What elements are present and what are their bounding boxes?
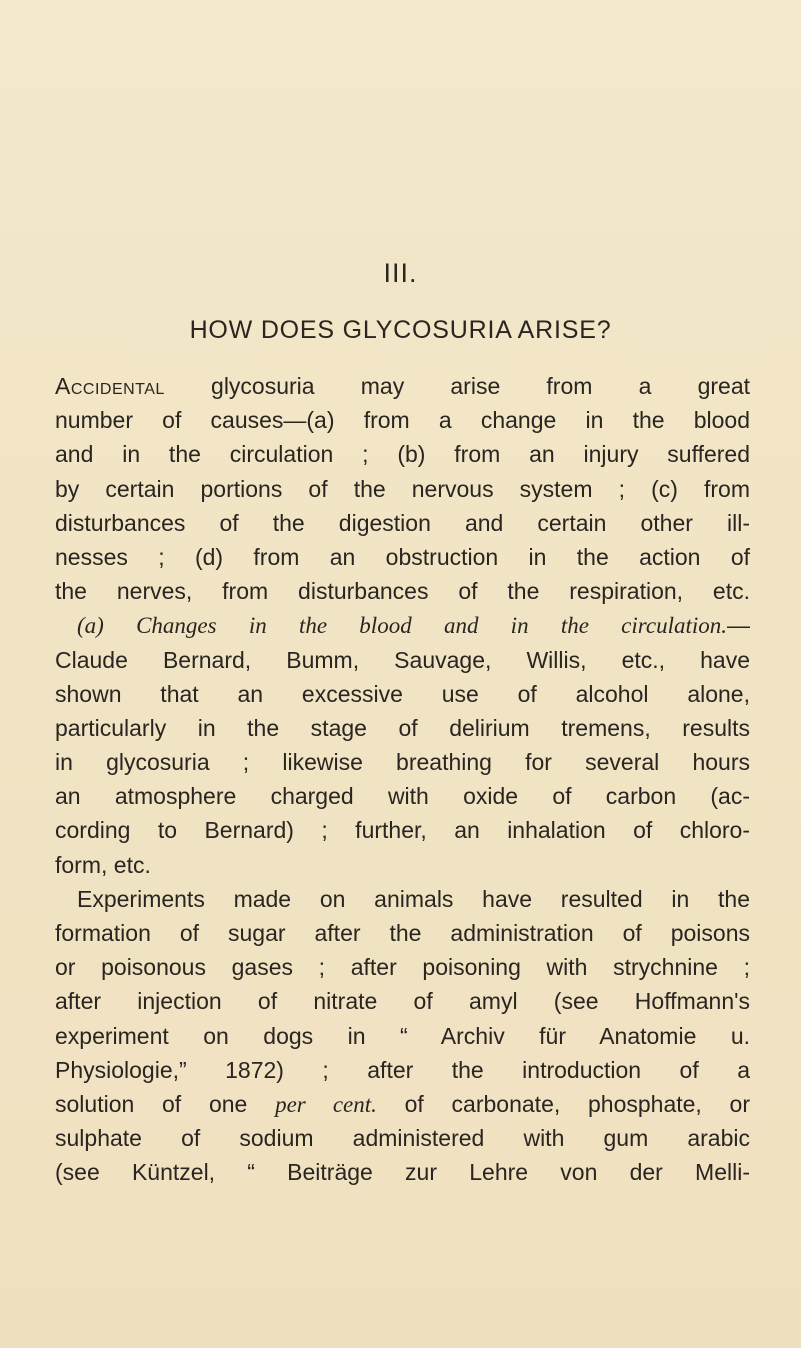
paragraph-3-line: Physiologie,” 1872) ; after the introduction of a [55,1056,750,1083]
paragraph-1-first-word: Accidental [55,373,165,399]
section-heading-line: (a) Changes in the blood and in the circulation.— [77,612,750,639]
paragraph-1-line: the nerves, from disturbances of the respiration, etc. [55,578,750,605]
paragraph-3-line: sulphate of sodium administered with gum arabic [55,1125,750,1152]
paragraph-1-line: by certain portions of the nervous system ; (c) from [55,475,750,502]
paragraph-3-line-italic: solution of one per cent. of carbonate, phosphate, or [55,1090,750,1117]
paragraph-2-line: an atmosphere charged with oxide of carbon (ac- [55,783,750,810]
paragraph-2-line: particularly in the stage of delirium tremens, results [55,714,750,741]
paragraph-3-line: experiment on dogs in “ Archiv für Anatomie u. [55,1022,750,1049]
paragraph-2-line: shown that an excessive use of alcohol alone, [55,680,750,707]
paragraph-2-line: in glycosuria ; likewise breathing for several hours [55,749,750,776]
paragraph-3-line: after injection of nitrate of amyl (see Hoffmann's [55,988,750,1015]
body-text [55,369,750,1190]
paragraph-1-line: and in the circulation ; (b) from an injury suffered [55,441,750,468]
paragraph-3-line: (see Küntzel, “ Beiträge zur Lehre von der Melli- [55,1159,750,1186]
paragraph-1-line: disturbances of the digestion and certain other ill- [55,509,750,536]
paragraph-3-line: Experiments made on animals have resulted in the [77,885,750,912]
paragraph-2-line: cording to Bernard) ; further, an inhalation of chloro- [55,817,750,844]
paragraph-2-line: Claude Bernard, Bumm, Sauvage, Willis, etc., have [55,646,750,673]
paragraph-1-line-1: Accidental glycosuria may arise from a great [55,373,750,399]
section-heading: (a) Changes in the blood and in the circulation. [77,613,727,639]
paragraph-1-line: nesses ; (d) from an obstruction in the action of [55,543,750,570]
chapter-title: HOW DOES GLYCOSURIA ARISE? [189,316,612,344]
paragraph-3-line: formation of sugar after the administration of poisons [55,920,750,946]
paragraph-1-line: number of causes—(a) from a change in the blood [55,407,750,434]
italic-per-cent: per cent. [275,1091,377,1117]
paragraph-2-line: form, etc. [55,851,151,878]
paragraph-3-line: or poisonous gases ; after poisoning with strychnine ; [55,954,750,981]
chapter-number: III. [383,258,418,288]
